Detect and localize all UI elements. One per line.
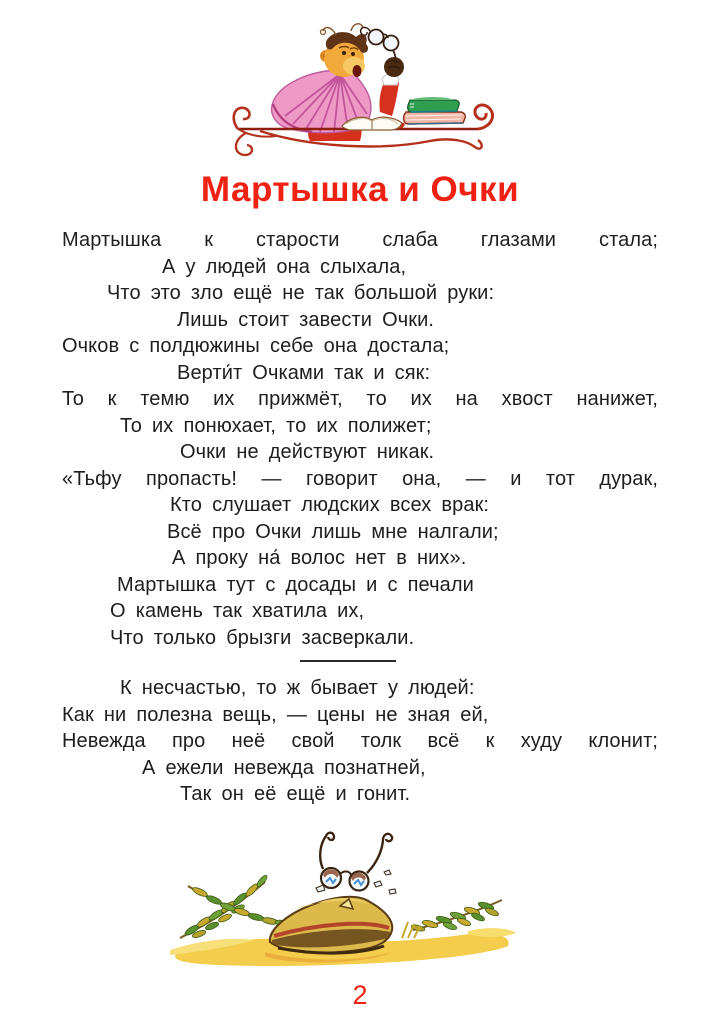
open-book (342, 117, 405, 130)
monkey-illustration (230, 22, 498, 168)
poem-line: Очков с полдюжины себе она достала; (62, 335, 450, 357)
stanza-2 (62, 675, 658, 808)
poem-line: А ежели невежда познатней, (142, 756, 426, 779)
poem-line: Очки не действуют никак. (180, 441, 435, 463)
poem-line: То к темю их прижмёт, то их на хвост нанижет, (62, 388, 658, 410)
poem-line: К несчастью, то ж бывает у людей: (120, 677, 475, 699)
page-title: Мартышка и Очки (200, 170, 520, 209)
poem (62, 227, 658, 808)
stanza-divider (300, 660, 396, 662)
poem-line: Всё про Очки лишь мне налгали; (167, 520, 499, 543)
poem-line: Кто слушает людских всех врак: (170, 494, 490, 516)
poem-line: Верти́т Очками так и сяк: (177, 361, 431, 384)
poem-line: Так он её ещё и гонит. (180, 783, 411, 805)
poem-line: Мартышка тут с досады и с печали (117, 573, 474, 596)
broken-spectacles-icon (320, 833, 392, 891)
poem-line: О камень так хватила их, (110, 600, 365, 622)
monkey-arm (379, 57, 404, 116)
poem-line: Невежда про неё свой толк всё к худу клонит; (62, 730, 658, 752)
poem-line: Как ни полезна вещь, — цены не зная ей, (62, 703, 489, 726)
poem-line: Что только брызги засверкали. (110, 626, 415, 649)
page-number: 2 (352, 980, 368, 1010)
poem-line: Мартышка к старости слаба глазами стала; (62, 229, 658, 251)
stone (270, 897, 392, 953)
poem-line: А у людей она слыхала, (162, 255, 407, 278)
poem-line: Что это зло ещё не так большой руки: (107, 282, 495, 304)
poem-line: То их понюхает, то их полижет; (120, 414, 432, 437)
poem-line: А проку на́ волос нет в них». (172, 547, 467, 569)
poem-line: Лишь стоит завести Очки. (177, 308, 435, 331)
poem-line: «Тьфу пропасть! — говорит она, — и тот дурак, (62, 467, 658, 490)
broken-glasses-illustration (170, 822, 518, 986)
stanza-1 (62, 227, 658, 651)
book-stack (404, 97, 466, 124)
